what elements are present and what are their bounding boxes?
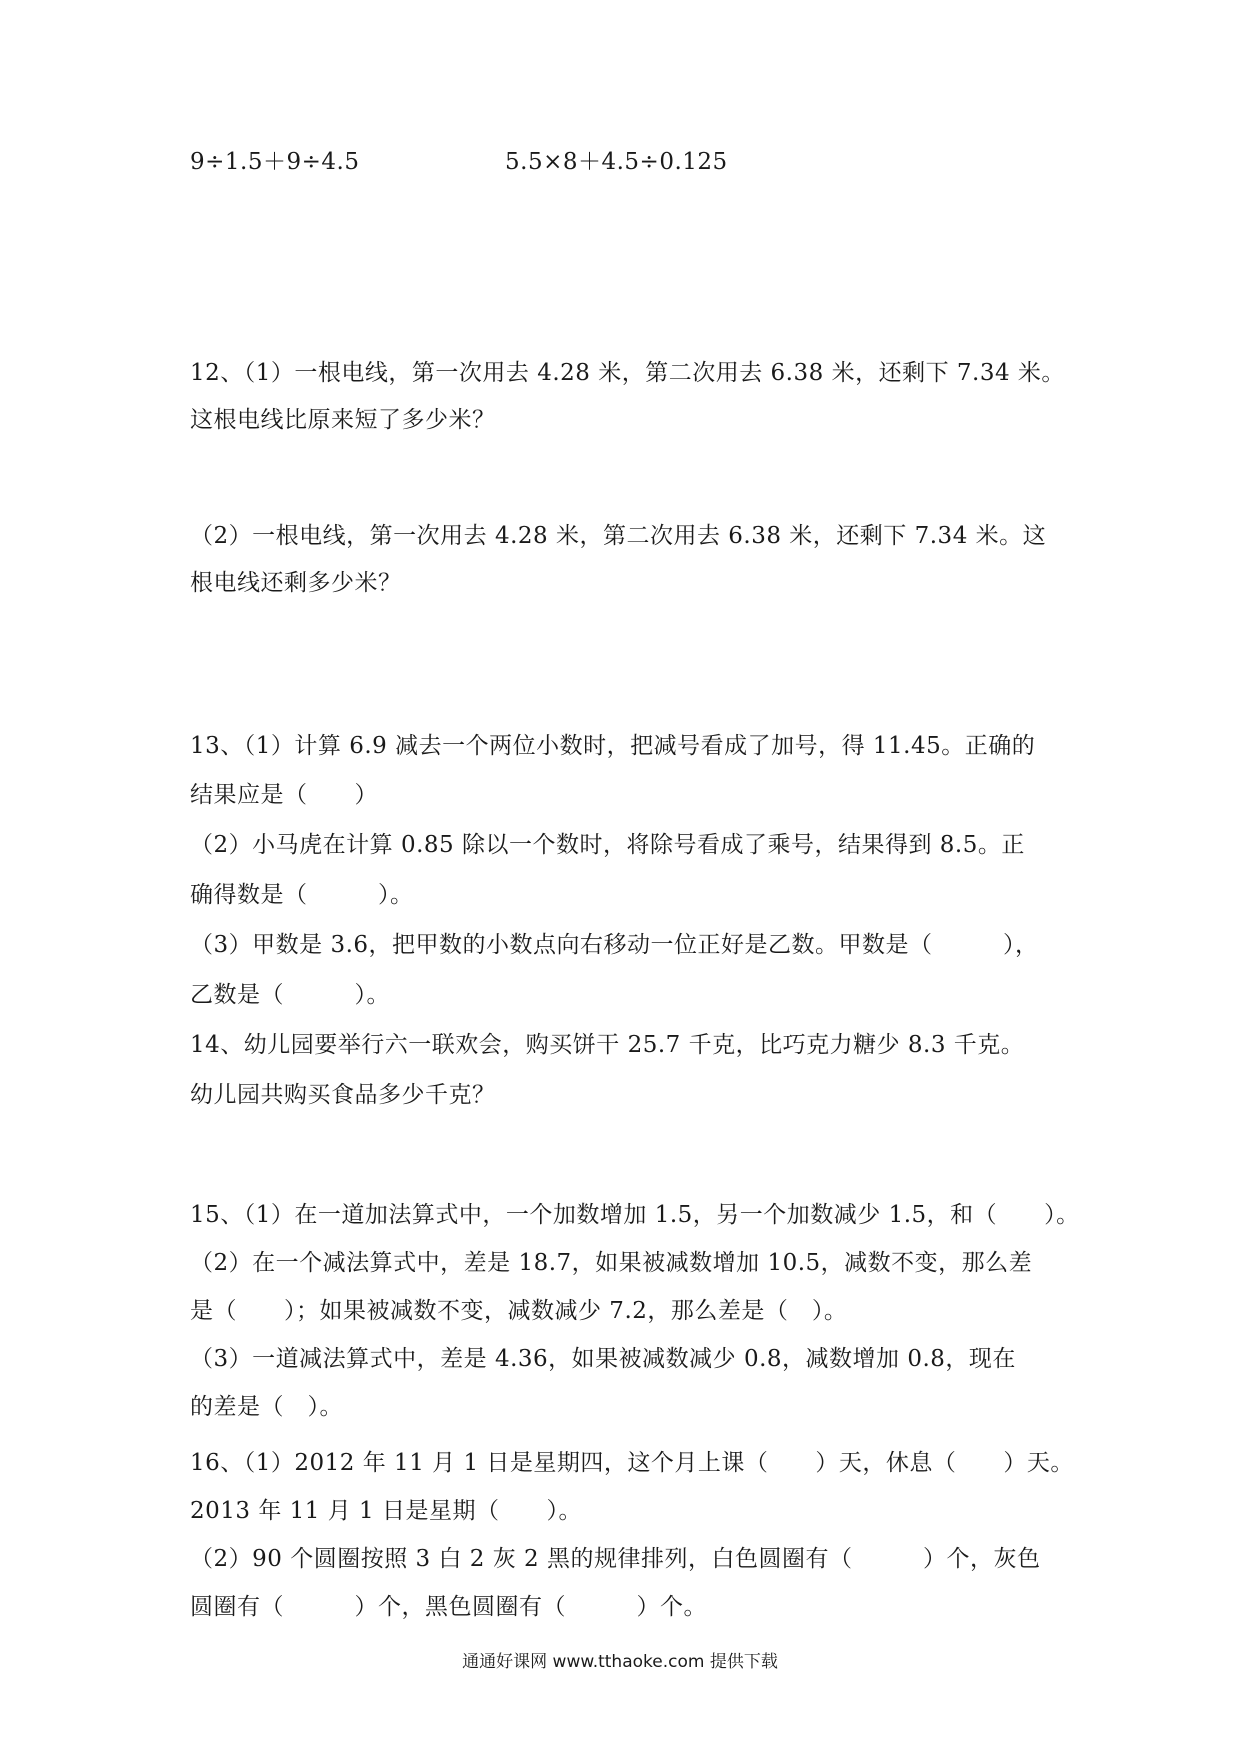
q16-part1-line1: 16、（1）2012 年 11 月 1 日是星期四，这个月上课（ ）天，休息（ ）天。 [190, 1450, 1074, 1476]
calc-expression-b: 5.5×8＋4.5÷0.125 [505, 149, 728, 175]
q12-part2-line1: （2）一根电线，第一次用去 4.28 米，第二次用去 6.38 米，还剩下 7.34 米。这 [190, 523, 1047, 549]
q13-part3-line1: （3）甲数是 3.6，把甲数的小数点向右移动一位正好是乙数。甲数是（ ）， [190, 932, 1039, 958]
q15-part2-line1: （2）在一个减法算式中，差是 18.7，如果被减数增加 10.5，减数不变，那么差 [190, 1250, 1033, 1276]
q16-part2-line1: （2）90 个圆圈按照 3 白 2 灰 2 黑的规律排列，白色圆圈有（ ）个，灰色 [190, 1546, 1041, 1572]
q13-part2-line2: 确得数是（ ）。 [190, 882, 414, 908]
q14-line1: 14、幼儿园要举行六一联欢会，购买饼干 25.7 千克，比巧克力糖少 8.3 千克。 [190, 1032, 1025, 1058]
q15-part1-line1: 15、（1）在一道加法算式中，一个加数增加 1.5，另一个加数减少 1.5，和（ ）。 [190, 1202, 1080, 1228]
q15-part2-line2: 是（ ）；如果被减数不变，减数减少 7.2，那么差是（ ）。 [190, 1298, 848, 1324]
q14-line2: 幼儿园共购买食品多少千克？ [190, 1082, 496, 1108]
q12-part2-line2: 根电线还剩多少米？ [190, 570, 402, 596]
q13-part1-line1: 13、（1）计算 6.9 减去一个两位小数时，把减号看成了加号，得 11.45。正确的 [190, 733, 1036, 759]
q12-part1-line2: 这根电线比原来短了多少米？ [190, 407, 496, 433]
q13-part2-line1: （2）小马虎在计算 0.85 除以一个数时，将除号看成了乘号，结果得到 8.5。正 [190, 832, 1025, 858]
q13-part3-line2: 乙数是（ ）。 [190, 982, 390, 1008]
q13-part1-line2: 结果应是（ ） [190, 782, 378, 808]
q15-part3-line1: （3）一道减法算式中，差是 4.36，如果被减数减少 0.8，减数增加 0.8，现在 [190, 1346, 1016, 1372]
calc-expression-a: 9÷1.5＋9÷4.5 [190, 149, 360, 175]
q16-part1-line2: 2013 年 11 月 1 日是星期（ ）。 [190, 1498, 582, 1524]
footer-credit: 通通好课网 www.tthaoke.com 提供下载 [462, 1652, 778, 1672]
q15-part3-line2: 的差是（ ）。 [190, 1394, 343, 1420]
q12-part1-line1: 12、（1）一根电线，第一次用去 4.28 米，第二次用去 6.38 米，还剩下 7.34 米。 [190, 360, 1065, 386]
q16-part2-line2: 圆圈有（ ）个，黑色圆圈有（ ）个。 [190, 1594, 707, 1620]
